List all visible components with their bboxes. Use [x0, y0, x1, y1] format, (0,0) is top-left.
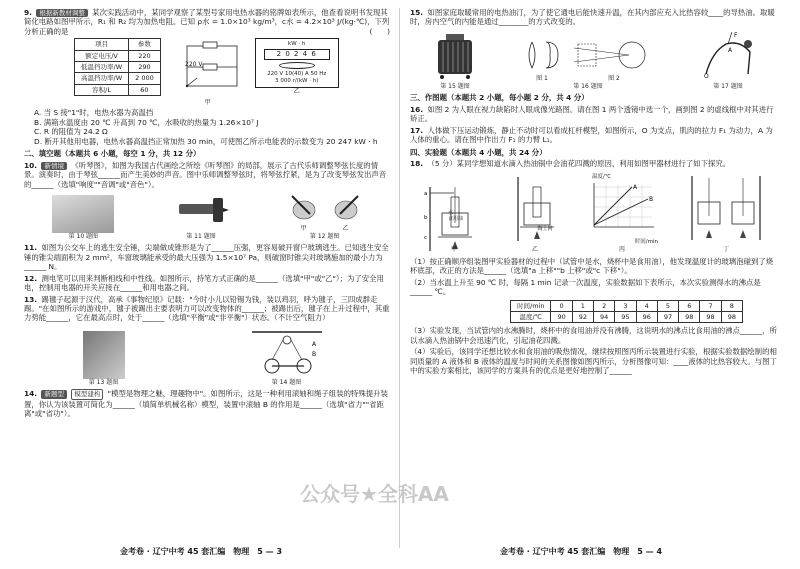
question-number: 18. — [410, 159, 424, 169]
fig-caption: 第 17 题图 — [713, 82, 743, 90]
question-16 — [410, 105, 780, 124]
option: C. R 的阻值为 24.2 Ω — [34, 127, 108, 137]
table-row — [511, 300, 743, 311]
left-column — [24, 8, 390, 421]
figure-lifting-device — [242, 326, 332, 386]
figure-row-4 — [410, 172, 780, 254]
svg-text:B: B — [311, 350, 316, 358]
table-cell: 92 — [572, 312, 593, 323]
figure-pushup — [698, 30, 758, 90]
q18-sub2: （2）当水温上升至 90 ℃ 时，每隔 1 min 记录一次温度，实验数据如下表所示，本次实验测得水的沸点是______ ℃。 — [410, 277, 761, 297]
figure-16 — [522, 38, 654, 90]
hammer-svg — [171, 194, 231, 230]
page-footer-right: 金考卷 · 辽宁中考 45 套汇编 物理 5 — 4 — [500, 547, 663, 556]
fig-caption: 第 13 题图 — [88, 378, 119, 386]
table-cell: 5 — [657, 300, 678, 311]
table-cell: 3 — [615, 300, 636, 311]
fig-caption: 第 10 题图 — [68, 232, 99, 240]
pushup-figure-svg — [698, 30, 758, 80]
svg-text:A: A — [633, 183, 638, 191]
meter-digits: 2 0 2 4 6 — [264, 49, 330, 60]
circuit-diagram — [173, 38, 243, 106]
fig-caption: 乙 — [293, 88, 300, 96]
option: B. 满箱水温度由 20 ℃ 升高到 70 ℃，水吸收的热量为 1.26×10⁷ J — [34, 117, 259, 127]
table-cell: 4 — [636, 300, 657, 311]
figure-test-pen — [288, 192, 362, 240]
table-cell: 95 — [615, 312, 636, 323]
fig-caption: 第 12 题图 — [309, 232, 340, 240]
question-10 — [24, 161, 390, 189]
figure-apparatus-a — [424, 183, 484, 254]
question-17 — [410, 126, 780, 145]
question-text: 某次实践活动中，某同学观察了某型号家用电热水器的铭牌如表所示，他查看说明书发现其简化电路如图甲所示，R₁ 和 R₂ 均为加热电阻。已知 ρ水 = 1.0×10³ kg/m³，c水 = 4.2×10³ J/(kg·℃)，下列分析正确的是 — [24, 8, 390, 36]
question-text: 人体做下压运动锻炼，静止不动时可以看成杠杆模型，如图所示，O 为支点，肌肉的拉力 F₁ 为动力，A 为人体的重心。请在图中作出力 F₁ 的力臂 L₁。 — [410, 125, 773, 145]
figure-safety-hammer — [171, 194, 231, 240]
question-number: 15. — [410, 8, 424, 17]
table-cell: 容积/L — [75, 84, 129, 95]
table-header: 温度/℃ — [511, 312, 551, 323]
q9-figures — [74, 38, 390, 106]
table-cell: 290 — [129, 62, 161, 73]
question-text: 踢毽子起源于汉代，高承《事物纪原》记载："今时小儿以铅锡为钱，装以鸡羽，呼为毽子，三四成群走踢。"在如图所示的游戏中，毽子被踢出主要表明力可以改变物体的______；被踢出后，毽子在上升过程中，其重力势能______，它在最高点时，处于______（选填"平衡"或"非平衡"）状态。（不计空气阻力） — [24, 294, 390, 323]
svg-text:b: b — [424, 214, 428, 221]
question-number: 16. — [410, 104, 424, 114]
section-heading: 二、填空题（本题共 6 小题，每空 1 分，共 12 分） — [24, 149, 201, 159]
energy-meter — [255, 38, 339, 96]
meter-constant: 3 000 r/(kW · h) — [275, 78, 319, 85]
table-cell: 低温挡功率/W — [75, 62, 129, 73]
table-header: 项目 — [75, 39, 129, 50]
figure-row-1 — [24, 192, 390, 240]
svg-text:A: A — [728, 46, 733, 54]
fig-caption: 甲 — [204, 98, 211, 106]
meter-disc-icon — [279, 62, 315, 69]
question-text: 如图为公交车上的逃生安全锤，尖端做成锥形是为了______压强，更容易破开窗户玻璃逃生。已知逃生安全锤的锥尖端面积为 2 mm²，车窗玻璃能承受的最大压强为 1.5×10⁷ Pa，则破窗时锥尖对玻璃施加的最小力为______ N。 — [24, 243, 389, 272]
figure-row-2 — [24, 326, 390, 386]
hand-pen-icon — [288, 192, 320, 222]
table-header: 时间/min — [511, 300, 551, 311]
oil-heater-svg — [432, 30, 478, 80]
fig-caption: 第 14 题图 — [271, 378, 302, 386]
right-column — [410, 8, 780, 378]
question-number: 12. — [24, 273, 38, 283]
figure-painting — [52, 195, 114, 241]
table-cell: 60 — [129, 84, 161, 95]
fig-sub-label: 图 1 — [536, 74, 548, 82]
table-cell: 6 — [679, 300, 700, 311]
shuttlecock-photo — [83, 331, 125, 379]
table-cell: 1 — [572, 300, 593, 311]
section-heading: 四、实验题（本题共 4 小题，共 24 分） — [410, 147, 547, 157]
option: D. 断开其他用电器，电热水器高温挡正常加热 30 min，可使图乙所示电能表的示数变为 20 247 kW · h — [34, 136, 378, 146]
question-number: 10. — [24, 160, 38, 170]
question-number: 13. — [24, 294, 38, 304]
svg-text:F: F — [734, 31, 738, 39]
table-cell: 220 — [129, 50, 161, 61]
question-12 — [24, 274, 390, 293]
fig-caption: 第 16 题图 — [573, 82, 603, 90]
table-cell: 7 — [700, 300, 721, 311]
question-13 — [24, 295, 390, 323]
section-heading: 三、作图题（本题共 2 小题，每小题 2 分，共 4 分） — [410, 93, 589, 103]
fig-sub-label: 乙 — [342, 224, 349, 232]
table-cell: 98 — [679, 312, 700, 323]
voltage-label: 220 V — [185, 61, 203, 69]
question-11 — [24, 243, 390, 271]
question-18 — [410, 159, 780, 168]
q18-sub4: （4）实验后，该同学还想比较水和食用油的吸热情况，继续按照图丙所示装置进行实验，根据实验数据绘制的相同质量的 A 液体和 B 液体的温度与时间的关系图像如图丙所示，分析图像可知：____液体的比热容较大。与图丁中的实验方案相比，该同学的方案具有的优点是更好地控制了______ — [410, 347, 777, 376]
page-footer-left: 金考卷 · 辽宁中考 45 套汇编 物理 5 — 3 — [120, 547, 283, 556]
question-text: 《听琴图》，如图为我国古代画绘之所绘《听琴图》的局部，展示了古代乐师调整琴弦长度的情景。演奏时，由于琴弦______而产生美妙的声音。图中乐师调整琴弦时，将琴弦拧紧，是为了改变琴弦发出声音的______（选填"响度""音调"或"音色"）。 — [24, 160, 387, 189]
dual-heating-svg — [686, 172, 766, 244]
fig-caption: 丙 — [618, 246, 625, 254]
fig-sub-label: 甲 — [300, 224, 307, 232]
table-cell: 额定电压/V — [75, 50, 129, 61]
table-cell: 94 — [594, 312, 615, 323]
chart-xlabel: 时间/min — [634, 239, 658, 246]
beaker-label: 陶土网 — [537, 225, 553, 232]
fig-caption: 第 15 题图 — [440, 82, 470, 90]
beaker-label: 水 — [448, 210, 454, 217]
fig-caption: 第 11 题图 — [186, 232, 216, 240]
figure-shuttlecock — [83, 331, 125, 387]
tag-badge: 根据新教材调整 — [36, 9, 88, 17]
question-14 — [24, 389, 390, 418]
table-cell: 98 — [700, 312, 721, 323]
figure-temp-graph — [586, 174, 658, 254]
table-cell: 2 — [594, 300, 615, 311]
page-divider — [399, 8, 400, 548]
table-cell: 96 — [636, 312, 657, 323]
tag-badge: 新情境 — [41, 162, 67, 170]
eye-diagram-svg — [574, 38, 654, 72]
svg-text:a: a — [424, 190, 428, 197]
question-number: 9. — [24, 8, 32, 17]
figure-row-3 — [410, 30, 780, 90]
temp-time-graph-svg — [586, 181, 658, 237]
question-number: 17. — [410, 125, 424, 135]
beaker-label: 食用油 — [448, 215, 464, 222]
q18-sub1: （1）按正确顺序组装图甲实验器材的过程中（试管中是水，烧杯中是食用油），他发现温度计的玻璃泡碰到了烧杯底部，改正的方法是______（选填"a 上移""b 上移"或"c 下移"）。 — [410, 256, 774, 276]
spec-table — [74, 38, 161, 96]
question-text: （5 分）某同学想知道水滴入热油锅中会油花四溅的原因，利用如图甲器材进行了如下探究。 — [427, 159, 731, 169]
question-number: 11. — [24, 243, 38, 253]
question-text: 测电笔可以用来判断相线和中性线。如图所示，持笔方式正确的是______（选填"甲"或"乙"）；为了安全用电，控制用电器的开关应接在______和用电器之间。 — [24, 273, 384, 293]
chart-ylabel: 温度/℃ — [592, 173, 612, 180]
table-cell: 90 — [551, 312, 572, 323]
svg-text:O: O — [704, 72, 709, 80]
question-9 — [24, 8, 390, 36]
table-cell: 98 — [721, 312, 742, 323]
svg-text:B: B — [649, 195, 654, 203]
table-cell: 97 — [657, 312, 678, 323]
table-header: 参数 — [129, 39, 161, 50]
tag-badge: 新题型 — [41, 390, 67, 398]
hand-pen-icon — [330, 192, 362, 222]
table-cell: 0 — [551, 300, 572, 311]
watermark-text: 公众号★全科AA — [300, 482, 449, 506]
tag-badge-outline: 模型建构 — [71, 389, 103, 399]
table-cell: 高温挡功率/W — [75, 73, 129, 84]
fig-sub-label: 图 2 — [608, 74, 620, 82]
question-text: "模型是物理之魅，理趣物中"。如图所示，这是一种利用滚轴和绳子组装的特殊提升装置，你认为该装置可简化为______（填简单机械名称）模型，装置中滚轴 B 的作用是______（选填"省力""省距离"或"省功"）。 — [24, 389, 388, 419]
table-cell: 8 — [721, 300, 742, 311]
fig-caption: 丁 — [722, 246, 729, 254]
svg-text:c: c — [424, 234, 428, 241]
boiling-apparatus-svg — [512, 173, 558, 245]
lifting-device-svg — [242, 326, 332, 376]
lenses-svg — [522, 38, 562, 72]
question-text: 如图 2 为人眼在视力缺陷时人眼成像光路图。请在图 1 两个透镜中选一个，画到图 2 的虚线框中对其进行矫正。 — [410, 104, 774, 124]
question-number: 14. — [24, 389, 38, 399]
table-row — [511, 312, 743, 323]
meter-rating: 220 V 10(40) A 50 Hz — [267, 71, 327, 78]
meter-unit: kW · h — [288, 41, 306, 48]
fig-caption: 乙 — [531, 246, 538, 254]
question-text: 如图家庭取暖常用的电热油汀，为了使它通电后能快速升温，在其内部应充入比热容较____的导热油。取暖时，房内空气的内能是通过________的方式改变的。 — [410, 8, 775, 27]
question-15 — [410, 8, 780, 27]
fig-caption: 甲 — [450, 246, 457, 254]
painting-image — [52, 195, 114, 233]
figure-oil-heater — [432, 30, 478, 90]
figure-apparatus-d — [686, 172, 766, 254]
temperature-table — [510, 300, 743, 324]
svg-text:A: A — [311, 340, 316, 348]
table-cell: 2 000 — [129, 73, 161, 84]
option: A. 当 S 接"1"时，电热水器为高温挡 — [34, 108, 154, 118]
figure-apparatus-b — [512, 173, 558, 254]
q18-sub3: （3）实验发现，当试管内的水沸腾时，烧杯中的食用油并没有沸腾，这说明水的沸点比食用油的沸点______，所以水滴入热油锅中会迅速汽化，引起油花四溅。 — [410, 326, 777, 345]
answer-paren: ( ) — [369, 26, 390, 36]
